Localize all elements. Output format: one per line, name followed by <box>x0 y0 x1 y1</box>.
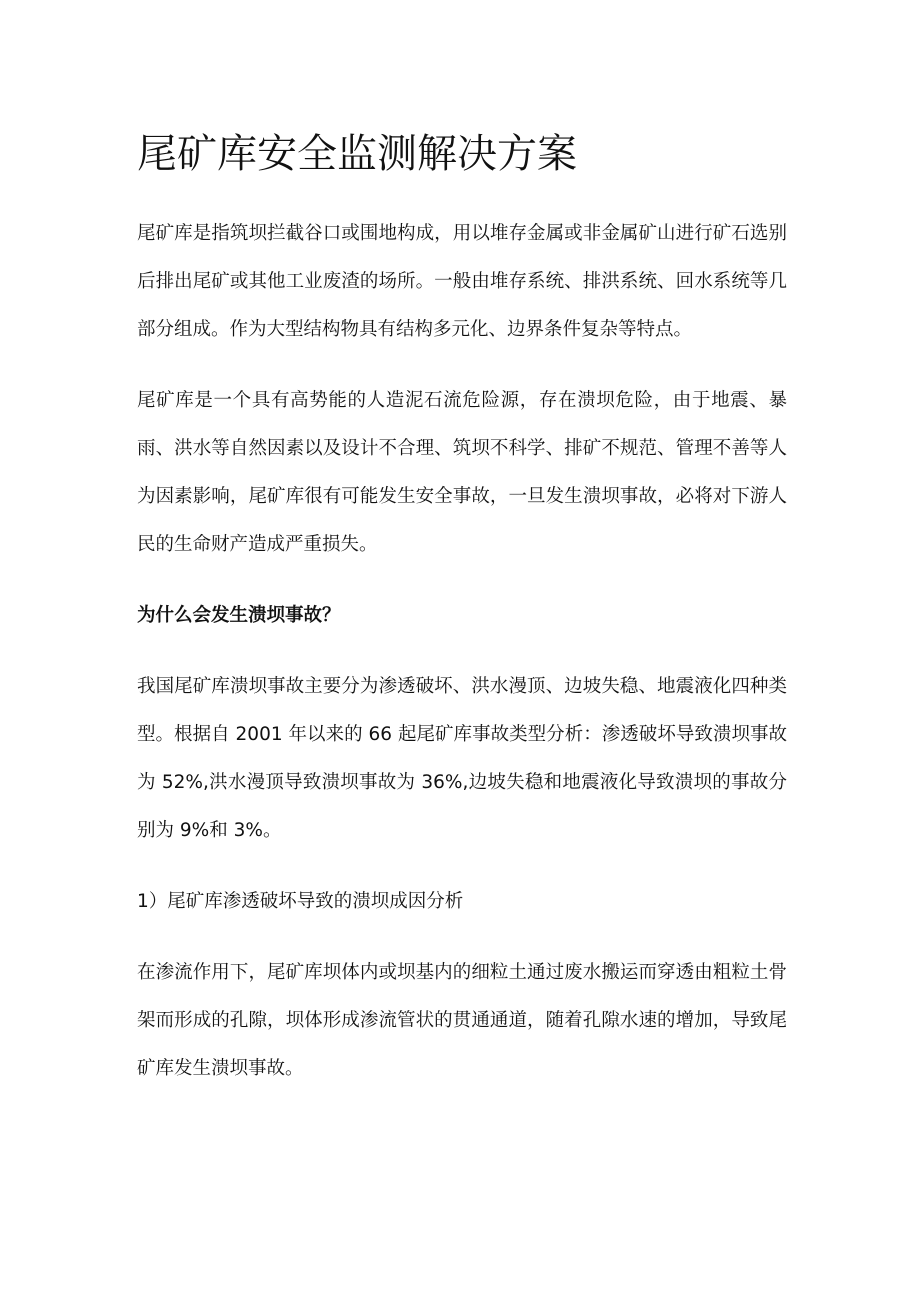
failure-types-paragraph: 我国尾矿库溃坝事故主要分为渗透破坏、洪水漫顶、边坡失稳、地震液化四种类型。根据自 2001 年以来的 66 起尾矿库事故类型分析：渗透破坏导致溃坝事故为 52%,洪水漫顶导致溃坝事故为 36%,边坡失稳和地震液化导致溃坝的事故分别为 9%和 3%。 <box>137 676 787 841</box>
document-content <box>137 125 787 1116</box>
document-title: 尾矿库安全监测解决方案 <box>137 131 577 177</box>
section-heading-dam-failure: 为什么会发生溃坝事故？ <box>137 605 341 626</box>
seepage-paragraph: 在渗流作用下，尾矿库坝体内或坝基内的细粒土通过废水搬运而穿透由粗粒土骨架而形成的孔隙，坝体形成渗流管状的贯通通道，随着孔隙水速的增加，导致尾矿库发生溃坝事故。 <box>137 962 787 1079</box>
intro-paragraph: 尾矿库是指筑坝拦截谷口或围地构成，用以堆存金属或非金属矿山进行矿石选别后排出尾矿或其他工业废渣的场所。一般由堆存系统、排洪系统、回水系统等几部分组成。作为大型结构物具有结构多元化、边界条件复杂等特点。 <box>137 223 787 340</box>
risk-paragraph: 尾矿库是一个具有高势能的人造泥石流危险源，存在溃坝危险，由于地震、暴雨、洪水等自然因素以及设计不合理、筑坝不科学、排矿不规范、管理不善等人为因素影响，尾矿库很有可能发生安全事故，一旦发生溃坝事故，必将对下游人民的生命财产造成严重损失。 <box>137 390 787 555</box>
subsection-heading-seepage: 1）尾矿库渗透破坏导致的溃坝成因分析 <box>137 891 464 912</box>
